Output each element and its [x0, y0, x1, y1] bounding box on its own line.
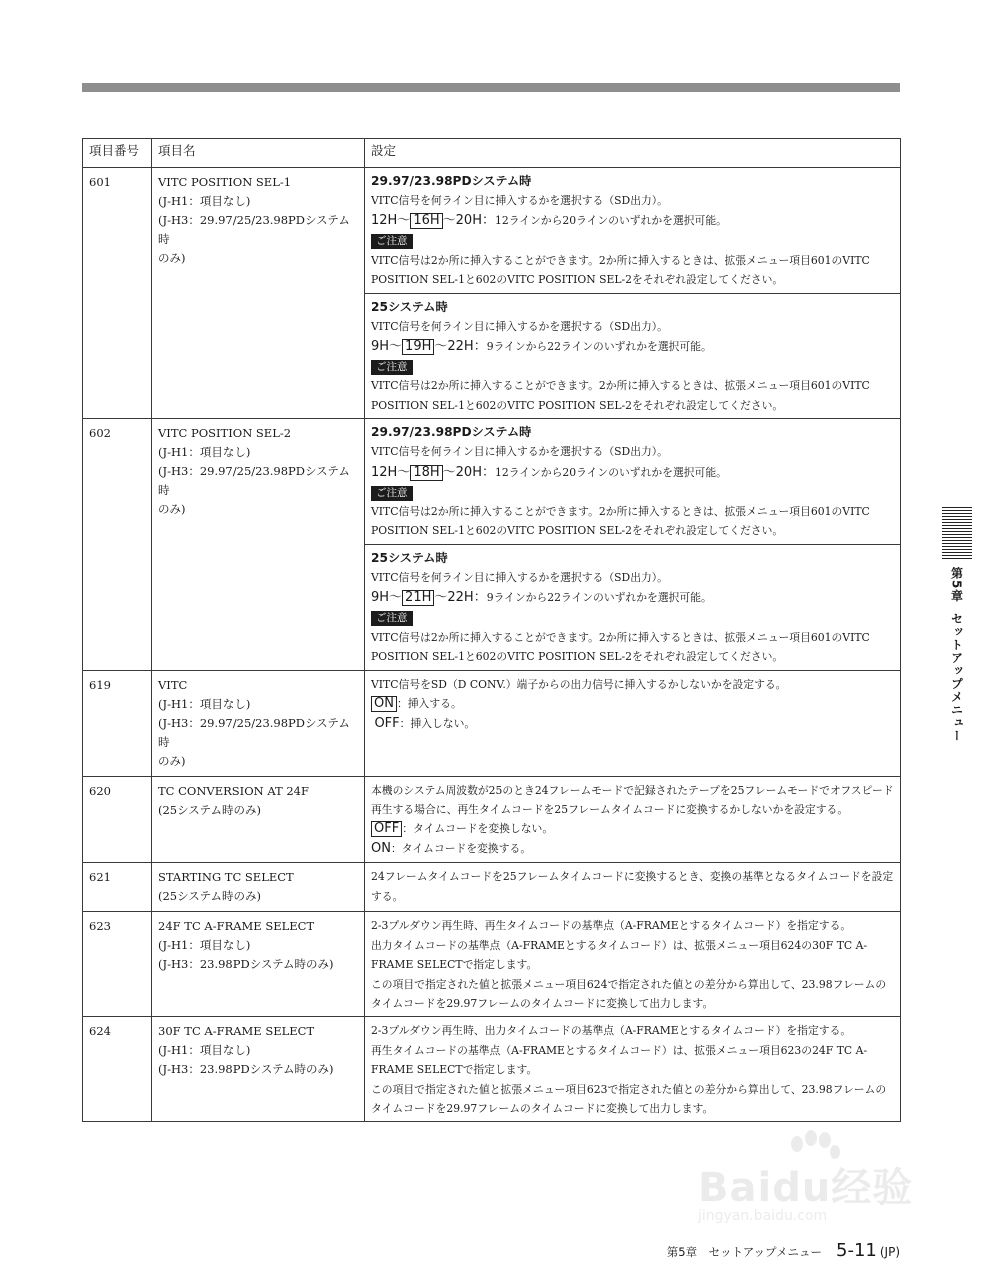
settings-table — [82, 138, 901, 1122]
caution-badge: ご注意 — [371, 611, 413, 626]
range-end: ～20H： — [442, 464, 495, 480]
item-number: 624 — [83, 1017, 152, 1122]
caution-text: VITC信号は2か所に挿入することができます。2か所に挿入するときは、拡張メニュー項目601のVITC POSITION SEL-1と602のVITC POSITION SEL-2をそれぞれ設定してください。 — [371, 379, 870, 412]
side-tab-title: セットアップメニュー — [949, 612, 964, 743]
footer-lang: (JP) — [879, 1245, 900, 1259]
system-heading: 25システム時 — [371, 550, 448, 565]
header-item-name: 項目名 — [152, 139, 365, 168]
item-name-line: (J-H1：項目なし) — [158, 194, 251, 208]
item-name-line: 24F TC A-FRAME SELECT — [158, 919, 315, 934]
setting-block — [365, 776, 901, 863]
system-heading: 29.97/23.98PDシステム時 — [371, 174, 532, 188]
item-name-line: 30F TC A-FRAME SELECT — [158, 1024, 315, 1039]
caution-badge: ご注意 — [371, 360, 413, 375]
range-default: 19H — [402, 339, 434, 355]
item-name-line: のみ) — [158, 502, 186, 517]
option-off: OFF ：タイムコードを変換しない。 — [371, 819, 894, 839]
option-desc: 挿入する。 — [407, 696, 462, 710]
table-row — [83, 912, 901, 1017]
line-range — [371, 336, 894, 357]
setting-block — [365, 544, 901, 670]
item-name-line: (J-H3：29.97/25/23.98PDシステム時 — [158, 715, 350, 749]
range-end: ～22H： — [434, 590, 487, 606]
item-number: 619 — [83, 670, 152, 776]
range-note: 9ラインから22ラインのいずれかを選択可能。 — [486, 340, 712, 354]
item-name-line: TC CONVERSION AT 24F — [158, 783, 309, 798]
item-name — [152, 912, 365, 1017]
range-note: 12ラインから20ラインのいずれかを選択可能。 — [494, 465, 727, 479]
option-label: ON — [371, 841, 391, 857]
item-name-line: STARTING TC SELECT — [158, 870, 294, 885]
table-row — [83, 670, 901, 776]
setting-paragraph: 再生タイムコードの基準点（A-FRAMEとするタイムコード）は、拡張メニュー項目623の24F TC A-FRAME SELECTで指定します。 — [371, 1043, 868, 1077]
watermark-url: jingyan.baidu.com — [698, 1208, 828, 1224]
option-desc: タイムコードを変換しない。 — [412, 822, 554, 836]
item-name-line: (J-H1：項目なし) — [158, 696, 251, 711]
option-on: ON ：挿入する。 — [371, 694, 894, 714]
item-name — [152, 168, 365, 419]
item-name-line: のみ) — [158, 753, 186, 768]
item-name-line: (J-H1：項目なし) — [158, 1043, 251, 1058]
setting-block — [365, 863, 901, 912]
range-end: ～22H： — [434, 339, 487, 355]
side-tab-chapter: 第5章 — [949, 567, 964, 603]
option-on: ON：タイムコードを変換する。 — [371, 841, 532, 857]
side-tab-stripes — [942, 507, 972, 559]
line-range — [371, 210, 894, 231]
system-heading: 25システム時 — [371, 299, 448, 314]
caution-badge: ご注意 — [371, 486, 413, 501]
range-start: 12H～ — [371, 464, 411, 480]
table-row — [83, 863, 901, 912]
item-name-line: (25システム時のみ) — [158, 889, 261, 904]
caution-text: VITC信号は2か所に挿入することができます。2か所に挿入するときは、拡張メニュー項目601のVITC POSITION SEL-1と602のVITC POSITION SEL-2をそれぞれ設定してください。 — [371, 630, 870, 664]
range-default: 16H — [410, 213, 442, 229]
footer-chapter: 第5章 セットアップメニュー — [666, 1245, 822, 1259]
table-header-row — [83, 139, 901, 168]
item-name-line: (J-H3：29.97/25/23.98PDシステム時 — [158, 213, 350, 246]
item-name-line: (25システム時のみ) — [158, 802, 261, 817]
option-desc: タイムコードを変換する。 — [401, 842, 532, 856]
option-label: OFF — [371, 821, 402, 837]
range-start: 9H～ — [371, 339, 403, 355]
setting-block — [365, 1017, 901, 1122]
setting-paragraph: この項目で指定された値と拡張メニュー項目623で指定された値との差分から算出して、23.98フレームのタイムコードを29.97フレームのタイムコードに変換して出力します。 — [371, 1082, 887, 1115]
setting-paragraph: 2-3プルダウン再生時、出力タイムコードの基準点（A-FRAMEとするタイムコード）を指定する。 — [371, 1024, 852, 1038]
item-name — [152, 670, 365, 776]
caution-text: VITC信号は2か所に挿入することができます。2か所に挿入するときは、拡張メニュー項目601のVITC POSITION SEL-1と602のVITC POSITION SEL-2をそれぞれ設定してください。 — [371, 505, 870, 538]
item-number: 620 — [83, 776, 152, 863]
item-name — [152, 1017, 365, 1122]
watermark-brand: Baidu经验 — [698, 1165, 914, 1211]
setting-block — [365, 293, 901, 419]
setting-description: 本機のシステム周波数が25のとき24フレームモードで記録されたテープを25フレームモードでオフスピード再生する場合に、再生タイムコードを25フレームタイムコードに変換するかしないかを設定する。 — [371, 783, 894, 816]
item-number: 601 — [83, 168, 152, 419]
option-label: ON — [371, 696, 397, 712]
setting-description: 24フレームタイムコードを25フレームタイムコードに変換するとき、変換の基準となるタイムコードを設定する。 — [371, 870, 894, 903]
item-name-line: (J-H1：項目なし) — [158, 445, 251, 460]
item-name — [152, 863, 365, 912]
setting-description: VITC信号を何ライン目に挿入するかを選択する（SD出力）。 — [371, 445, 668, 459]
system-heading: 29.97/23.98PDシステム時 — [371, 425, 532, 440]
item-name — [152, 419, 365, 670]
setting-block — [365, 419, 901, 545]
range-default: 18H — [410, 465, 442, 481]
setting-block — [365, 912, 901, 1017]
range-default: 21H — [402, 590, 434, 606]
page-footer — [667, 1240, 900, 1261]
setting-block — [365, 670, 901, 776]
table-row — [83, 419, 901, 545]
caution-text: VITC信号は2か所に挿入することができます。2か所に挿入するときは、拡張メニュー項目601のVITC POSITION SEL-1と602のVITC POSITION SEL-2をそれぞれ設定してください。 — [371, 253, 870, 287]
table-row — [83, 168, 901, 294]
setting-paragraph: 2-3プルダウン再生時、再生タイムコードの基準点（A-FRAMEとするタイムコード）を指定する。 — [371, 919, 852, 933]
item-number: 621 — [83, 863, 152, 912]
range-start: 12H～ — [371, 213, 411, 229]
setting-block — [365, 168, 901, 294]
side-tab-text — [949, 567, 966, 742]
header-item-number: 項目番号 — [83, 139, 152, 168]
item-name-line: のみ) — [158, 251, 186, 265]
range-end: ～20H： — [442, 213, 495, 229]
watermark — [690, 1130, 930, 1230]
item-name-line: VITC POSITION SEL-1 — [158, 175, 292, 189]
setting-paragraph: この項目で指定された値と拡張メニュー項目624で指定された値との差分から算出して、23.98フレームのタイムコードを29.97フレームのタイムコードに変換して出力します。 — [371, 977, 887, 1010]
range-start: 9H～ — [371, 590, 403, 606]
item-name-line: (J-H3：23.98PDシステム時のみ) — [158, 957, 334, 972]
setting-description: VITC信号を何ライン目に挿入するかを選択する（SD出力）。 — [371, 570, 668, 584]
option-label: OFF — [374, 715, 400, 731]
caution-badge: ご注意 — [371, 234, 413, 249]
line-range — [371, 462, 894, 483]
setting-paragraph: 出力タイムコードの基準点（A-FRAMEとするタイムコード）は、拡張メニュー項目624の30F TC A-FRAME SELECTで指定します。 — [371, 938, 868, 972]
chapter-side-tab — [942, 507, 972, 742]
setting-description: VITC信号を何ライン目に挿入するかを選択する（SD出力）。 — [371, 194, 668, 207]
header-setting: 設定 — [365, 139, 901, 168]
item-number: 602 — [83, 419, 152, 670]
item-name-line: VITC POSITION SEL-2 — [158, 426, 292, 441]
setting-description: VITC信号を何ライン目に挿入するかを選択する（SD出力）。 — [371, 319, 668, 333]
item-name — [152, 776, 365, 863]
option-desc: 挿入しない。 — [410, 716, 476, 730]
page-number: 5-11 — [836, 1240, 877, 1261]
range-note: 12ラインから20ラインのいずれかを選択可能。 — [494, 214, 727, 228]
item-name-line: VITC — [158, 677, 188, 692]
option-off: OFF：挿入しない。 — [374, 715, 476, 731]
table-row — [83, 1017, 901, 1122]
setting-description: VITC信号をSD（D CONV.）端子からの出力信号に挿入するかしないかを設定する。 — [371, 677, 787, 691]
table-row — [83, 776, 901, 863]
line-range — [371, 587, 894, 608]
range-note: 9ラインから22ラインのいずれかを選択可能。 — [486, 591, 712, 605]
top-rule — [82, 83, 900, 92]
item-name-line: (J-H3：29.97/25/23.98PDシステム時 — [158, 464, 350, 498]
item-name-line: (J-H3：23.98PDシステム時のみ) — [158, 1062, 334, 1077]
item-number: 623 — [83, 912, 152, 1017]
item-name-line: (J-H1：項目なし) — [158, 938, 251, 953]
